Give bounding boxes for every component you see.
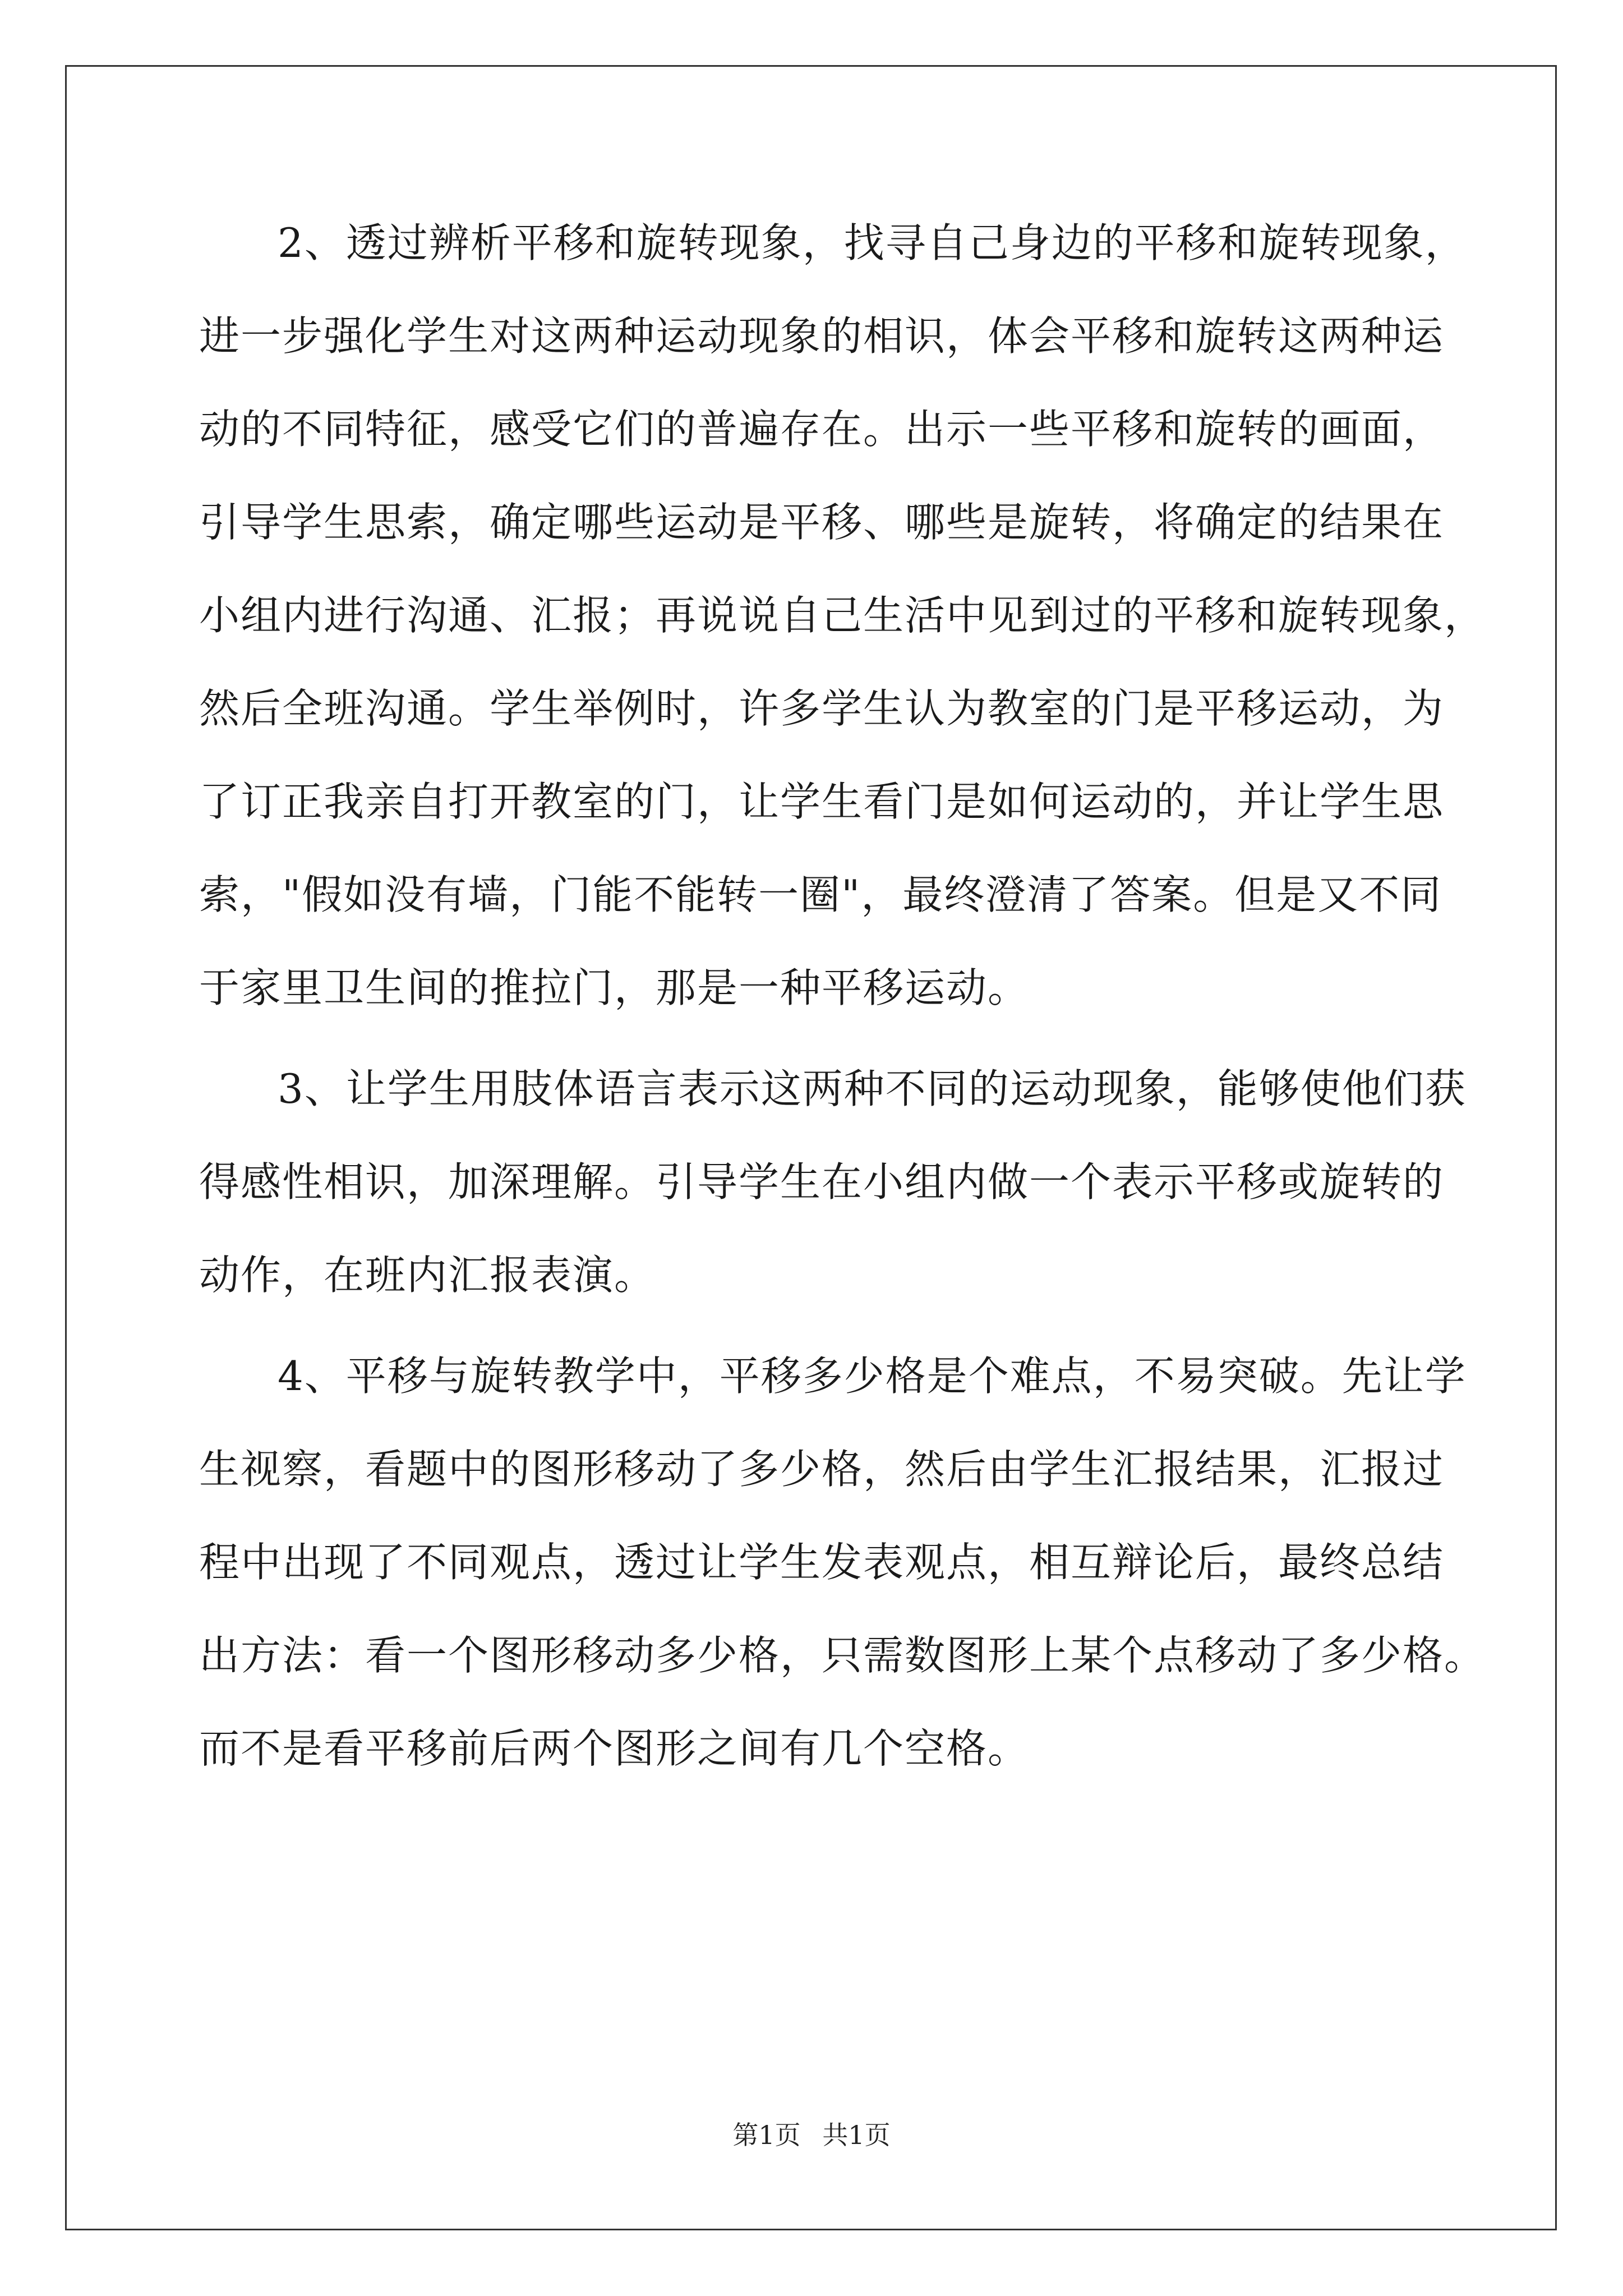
text-line: 然后全班沟通。学生举例时，许多学生认为教室的门是平移运动，为 [199,685,1445,732]
page-number: 第1页 [732,2120,801,2150]
text-line: 于家里卫生间的推拉门，那是一种平移运动。 [199,964,1030,1011]
text-line: 动的不同特征，感受它们的普遍存在。出示一些平移和旋转的画面， [199,406,1445,453]
paragraph-2 [199,196,1486,1034]
paragraph-4 [199,1329,1486,1795]
paragraph-3 [199,1042,1467,1322]
text-line: 小组内进行沟通、汇报；再说说自己生活中见到过的平移和旋转现象， [199,592,1486,639]
text-line: 进一步强化学生对这两种运动现象的相识，体会平移和旋转这两种运 [199,312,1445,360]
text-line: 而不是看平移前后两个图形之间有几个空格。 [199,1725,1030,1772]
page-footer [0,2115,1623,2152]
text-line: 引导学生思索，确定哪些运动是平移、哪些是旋转，将确定的结果在 [199,499,1445,546]
text-line: 4、平移与旋转教学中，平移多少格是个难点，不易突破。先让学 [278,1352,1467,1400]
document-body [199,196,1486,1795]
text-line: 生视察，看题中的图形移动了多少格，然后由学生汇报结果，汇报过 [199,1446,1445,1493]
text-line: 了订正我亲自打开教室的门，让学生看门是如何运动的，并让学生思 [199,778,1445,825]
text-line: 出方法：看一个图形移动多少格，只需数图形上某个点移动了多少格。 [199,1632,1486,1679]
text-line: 动作，在班内汇报表演。 [199,1251,656,1299]
text-line: 3、让学生用肢体语言表示这两种不同的运动现象，能够使他们获 [278,1065,1467,1112]
text-line: 程中出现了不同观点，透过让学生发表观点，相互辩论后，最终总结 [199,1539,1445,1586]
text-line: 2、透过辨析平移和旋转现象，找寻自己身边的平移和旋转现象， [278,219,1467,266]
text-line: 索，"假如没有墙，门能不能转一圈"，最终澄清了答案。但是又不同 [199,871,1442,918]
page-total: 共1页 [822,2120,891,2150]
text-line: 得感性相识，加深理解。引导学生在小组内做一个表示平移或旋转的 [199,1158,1445,1205]
